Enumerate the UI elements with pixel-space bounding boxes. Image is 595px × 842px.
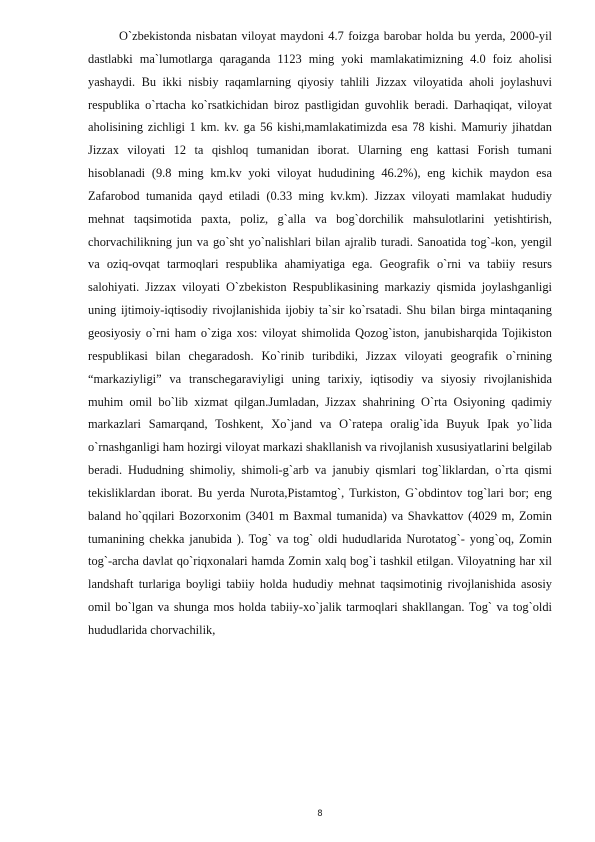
page-number: 8 [317,809,323,819]
body-paragraph: O`zbekistonda nisbatan viloyat maydoni 4.7 foizga barobar holda bu yerda, 2000-yil dastlabki ma`lumotlarga qaraganda 1123 ming yoki mamlakatimizning 4.0 foiz aholisi yashaydi. Bu ikki nisbiy raqamlarning qiyosiy tahlili Jizzax viloyatida aholi joylashuvi respublika o`rtacha ko`rsatkichidan biroz pastligidan guvohlik beradi. Darhaqiqat, viloyat aholisining zichligi 1 km. kv. ga 56 kishi,mamlakatimizda esa 78 kishi. Mamuriy jihatdan Jizzax viloyati 12 ta qishloq tumanidan iborat. Ularning eng kattasi Forish tumani hisoblanadi (9.8 ming km.kv yoki viloyat hududining 46.2%), eng kichik maydon esa Zafarobod tumanida qayd etiladi (0.33 ming kv.km). Jizzax viloyati mamlakat hududiy mehnat taqsimotida paxta, poliz, g`alla va bog`dorchilik mahsulotlarini yetishtirish, chorvachilikning jun va go`sht yo`nalishlari bilan ajralib turadi. Sanoatida tog`-kon, yengil va oziq-ovqat tarmoqlari respublika ahamiyatiga ega. Geografik o`rni va tabiiy resurs salohiyati. Jizzax viloyati O`zbekiston Respublikasining markaziy qismida joylashganligi uning ijtimoiy-iqtisodiy rivojlanishida ijobiy ta`sir ko`rsatadi. Shu bilan birga mintaqaning geosiyosiy o`rni ham o`ziga xos: viloyat shimolida Qozog`iston, janubisharqida Tojikiston respublikasi bilan chegaradosh. Ko`rinib turibdiki, Jizzax viloyati geografik o`rnining “markaziyligi” va transchegaraviyligi uning tarixiy, iqtisodiy va siyosiy rivojlanishida muhim omil bo`lib xizmat qilgan.Jumladan, Jizzax shahrining O`rta Osiyoning qadimiy markazlari Samarqand, Toshkent, Xo`jand va O`ratepa oralig`ida Buyuk Ipak yo`lida o`rnashganligi ham hozirgi viloyat markazi shakllanish va rivojlanish xususiyatlarini belgilab beradi. Hududning shimoliy, shimoli-g`arb va janubiy qismlari tog`liklardan, o`rta qismi tekisliklardan iborat. Bu yerda Nurota,Pistamtog`, Turkiston, G`obdintov tog`lari bor; eng baland ho`qqilari Bozorxonim (3401 m Baxmal tumanida) va Shavkattov (4029 m, Zomin tumanining chekka janubida ). Tog` va tog` oldi hududlarida Nurotatog`- yong`oq, Zomin tog`-archa davlat qo`riqxonalari hamda Zomin xalq bog`i tashkil etilgan. Viloyatning har xil landshaft turlariga boyligi tabiiy holda hududiy mehnat taqsimotinig rivojlanishida asosiy omil bo`lgan va shunga mos holda tabiiy-xo`jalik tarmoqlari shakllangan. Tog` va tog`oldi hududlarida chorvachilik, [88,29,552,637]
